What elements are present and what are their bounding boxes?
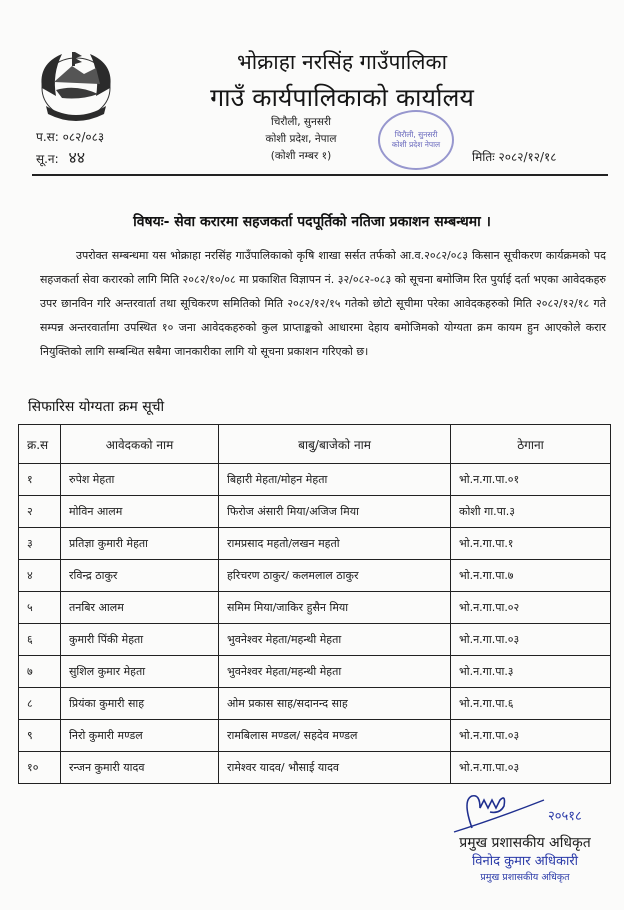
table-row (19, 752, 611, 784)
office-seal-stamp (378, 110, 454, 170)
signatory-block (430, 834, 620, 885)
seal-text: कोशी प्रदेश नेपाल (391, 140, 441, 149)
serial-number-cell: २ (19, 496, 61, 528)
serial-number-cell: ५ (19, 592, 61, 624)
serial-number-cell: ८ (19, 688, 61, 720)
dispatch-value: ४४ (68, 148, 86, 167)
reference-value: ०८२/०८३ (62, 130, 105, 144)
serial-number-cell: ६ (19, 624, 61, 656)
table-row (19, 624, 611, 656)
father-grandfather-name-cell: रामबिलास मण्डल/ सहदेव मण्डल (219, 720, 451, 752)
applicant-name-cell: रन्जन कुमारी यादव (61, 752, 219, 784)
address-cell: भो.न.गा.पा.३ (451, 656, 611, 688)
signatory-post: प्रमुख प्रशासकीय अधिकृत (459, 835, 591, 851)
list-title: सिफारिस योग्यता क्रम सूची (28, 399, 165, 415)
seal-text: चिरौली, सुनसरी (394, 130, 438, 139)
table-row (19, 656, 611, 688)
table-row (19, 720, 611, 752)
reference-label: प.स: (36, 130, 59, 144)
serial-number-cell: १० (19, 752, 61, 784)
applicant-name-cell: प्रियंका कुमारी साह (61, 688, 219, 720)
handwritten-signature-icon (448, 792, 548, 836)
header-divider (32, 174, 608, 176)
table-row (19, 688, 611, 720)
table-row (19, 592, 611, 624)
notice-body: उपरोक्त सम्बन्धमा यस भोक्राहा नरसिंह गाउँपालिकाको कृषि शाखा सर्सत तर्फको आ.व.२०८२/०८३ किसान सूचीकरण कार्यक्रमको पद सहजकर्ता सेवा करारको लागि मिति २०८२/१०/०८ मा प्रकाशित विज्ञापन नं. ३२/०८२-०८३ को सूचना बमोजिम रित पुर्याई दर्ता भएका आवेदकहरु उपर छानविन गरि अन्तरवार्ता तथा सूचिकरण समितिको मिति २०८२/१२/१५ गतेको छोटो सूचीमा परेका आवेदकहरुको मिति २०८२/१२/१८ गते सम्पन्न अन्तरवार्तामा उपस्थित १० जना आवेदकहरुको कुल प्राप्ताङ्कको आधारमा देहाय बमोजिमको योग्यता क्रम कायम हुन आएकोले करार नियुक्तिको लागि सम्बन्धित सबैमा जानकारीका लागि यो सूचना प्रकाशन गरिएको छ। (40, 249, 606, 358)
father-grandfather-name-cell: रामेश्वर यादव/ भौसाई यादव (219, 752, 451, 784)
column-header-sn: क्र.स (19, 425, 61, 464)
applicant-name-cell: प्रतिज्ञा कुमारी मेहता (61, 528, 219, 560)
father-grandfather-name-cell: हरिचरण ठाकुर/ कलमलाल ठाकुर (219, 560, 451, 592)
address-cell: भो.न.गा.पा.१ (451, 528, 611, 560)
address-line: चिरौली, सुनसरी (271, 116, 331, 128)
father-grandfather-name-cell: भुवनेश्वर मेहता/महन्थी मेहता (219, 624, 451, 656)
table-row (19, 496, 611, 528)
serial-number-cell: ३ (19, 528, 61, 560)
date-label: मितिः (472, 150, 495, 164)
table-header-row (19, 425, 611, 464)
column-header-applicant-name: आवेदकको नाम (61, 425, 219, 464)
address-cell: भो.न.गा.पा.७ (451, 560, 611, 592)
address-cell: भो.न.गा.पा.०३ (451, 752, 611, 784)
address-cell: भो.न.गा.पा.०३ (451, 624, 611, 656)
applicant-name-cell: मोविन आलम (61, 496, 219, 528)
applicant-name-cell: रुपेश मेहता (61, 464, 219, 496)
table-row (19, 560, 611, 592)
merit-list-table (18, 424, 611, 784)
signatory-post-stamp: प्रमुख प्रशासकीय अधिकृत (480, 872, 570, 883)
reference-number (36, 128, 104, 145)
father-grandfather-name-cell: भुवनेश्वर मेहता/महन्थी मेहता (219, 656, 451, 688)
serial-number-cell: ७ (19, 656, 61, 688)
address-cell: भो.न.गा.पा.०२ (451, 592, 611, 624)
table-row (19, 464, 611, 496)
address-line: (कोशी नम्बर १) (270, 150, 332, 162)
father-grandfather-name-cell: ओम प्रकास साह/सदानन्द साह (219, 688, 451, 720)
father-grandfather-name-cell: बिहारी मेहता/मोहन मेहता (219, 464, 451, 496)
serial-number-cell: ९ (19, 720, 61, 752)
applicant-name-cell: रविन्द्र ठाकुर (61, 560, 219, 592)
office-address (226, 114, 376, 165)
dispatch-label: सू.न: (36, 152, 59, 166)
handwritten-number: २०५१८ (548, 809, 582, 824)
father-grandfather-name-cell: फिरोज अंसारी मिया/अजिज मिया (219, 496, 451, 528)
serial-number-cell: १ (19, 464, 61, 496)
subject-line: विषयः- सेवा करारमा सहजकर्ता पदपूर्तिको नतिजा प्रकाशन सम्बन्धमा । (133, 214, 491, 230)
document-date (472, 148, 557, 165)
father-grandfather-name-cell: समिम मिया/जाकिर हुसैन मिया (219, 592, 451, 624)
address-cell: भो.न.गा.पा.६ (451, 688, 611, 720)
address-cell: भो.न.गा.पा.०१ (451, 464, 611, 496)
applicant-name-cell: निरो कुमारी मण्डल (61, 720, 219, 752)
dispatch-number (36, 146, 85, 168)
date-value: २०८२/१२/१८ (498, 150, 557, 164)
applicant-name-cell: कुमारी पिंकी मेहता (61, 624, 219, 656)
column-header-address: ठेगाना (451, 425, 611, 464)
signatory-name-stamp: विनोद कुमार अधिकारी (471, 854, 579, 869)
column-header-father-grandfather-name: बाबु/बाजेको नाम (219, 425, 451, 464)
applicant-name-cell: तनबिर आलम (61, 592, 219, 624)
office-name: गाउँ कार्यपालिकाको कार्यालय (210, 83, 474, 112)
org-name: भोक्राहा नरसिंह गाउँपालिका (236, 50, 448, 74)
father-grandfather-name-cell: रामप्रसाद महतो/लखन महतो (219, 528, 451, 560)
serial-number-cell: ४ (19, 560, 61, 592)
address-cell: भो.न.गा.पा.०३ (451, 720, 611, 752)
address-line: कोशी प्रदेश, नेपाल (265, 133, 337, 145)
table-row (19, 528, 611, 560)
applicant-name-cell: सुशिल कुमार मेहता (61, 656, 219, 688)
address-cell: कोशी गा.पा.३ (451, 496, 611, 528)
